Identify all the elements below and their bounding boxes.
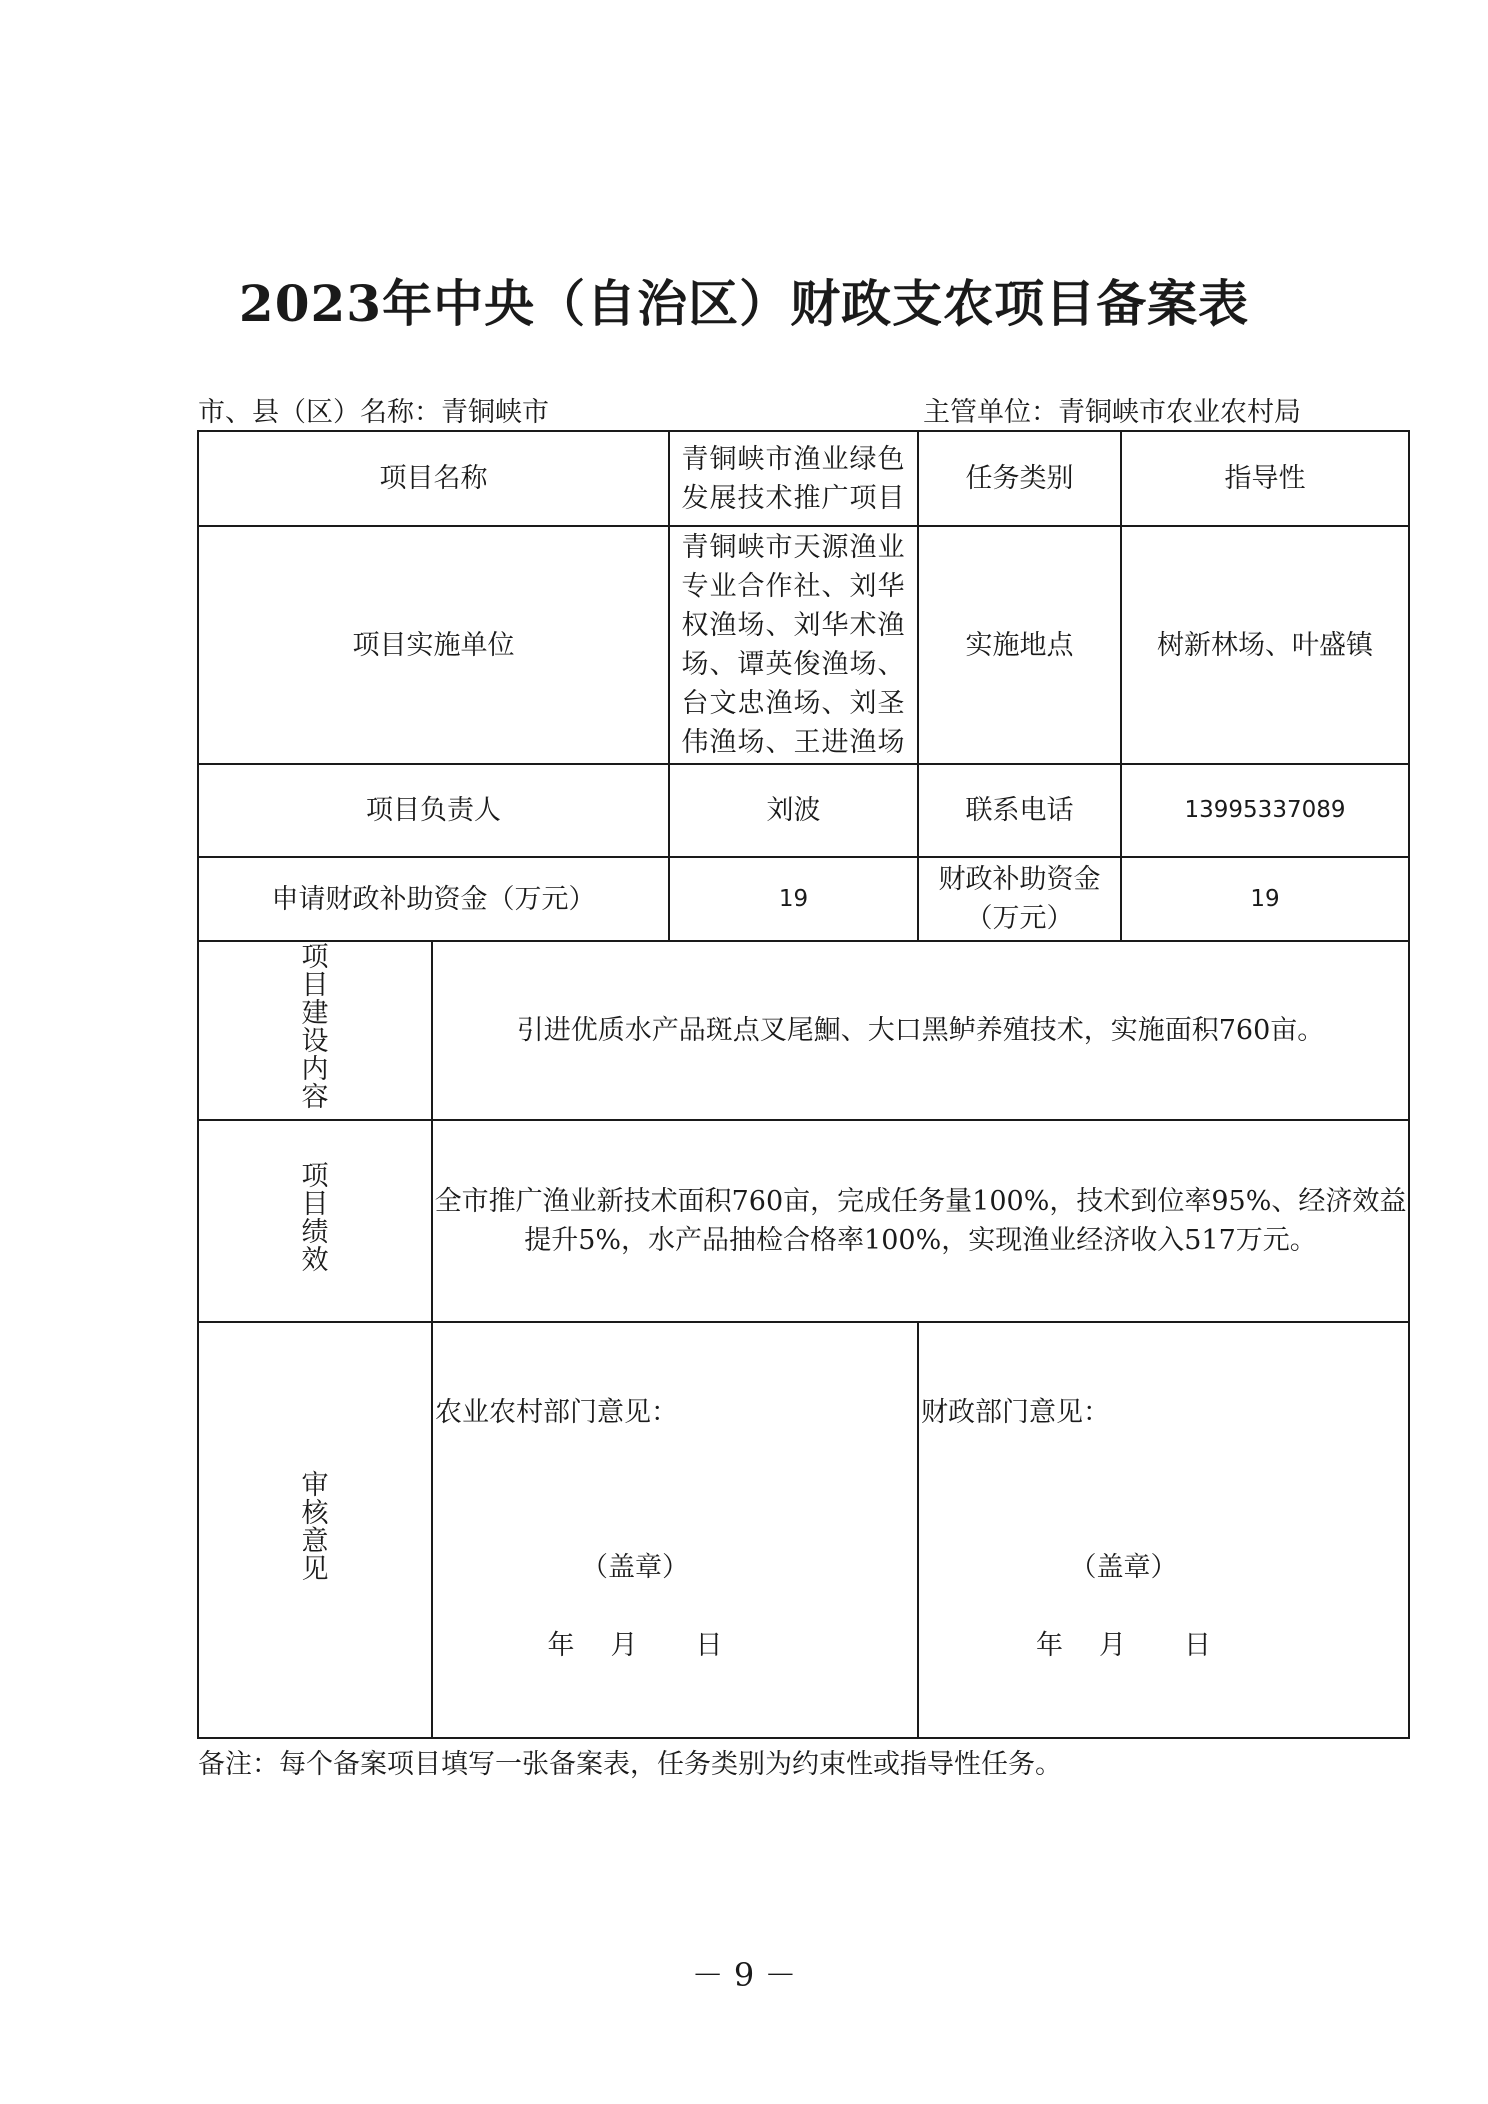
content-label-cell [198, 941, 432, 1120]
finance-opinion-label: 财政部门意见： [921, 1397, 1110, 1428]
task-type-value: 指导性 [1121, 431, 1409, 526]
leader-label: 项目负责人 [198, 764, 669, 857]
row-leader [198, 764, 1409, 857]
page-number: － 9 － [691, 1956, 797, 1994]
finance-date-month: 月 [1099, 1630, 1126, 1661]
row-implementer [198, 526, 1409, 764]
implementer-label: 项目实施单位 [198, 526, 669, 764]
agri-date [433, 1626, 917, 1665]
agri-date-month: 月 [610, 1630, 638, 1661]
filing-form-table [197, 430, 1410, 1739]
phone-value: 13995337089 [1121, 764, 1409, 857]
apply-funds-label: 申请财政补助资金（万元） [198, 857, 669, 941]
project-name-label: 项目名称 [198, 431, 669, 526]
authority-name: 主管单位：青铜峡市农业农村局 [923, 397, 1301, 428]
subsidy-label: 财政补助资金（万元） [918, 857, 1121, 941]
performance-label: 项目绩效 [301, 1160, 329, 1276]
finance-opinion-cell [918, 1322, 1409, 1738]
agri-date-day: 日 [695, 1630, 723, 1661]
finance-date-day: 日 [1184, 1630, 1211, 1661]
agri-date-year: 年 [547, 1630, 575, 1661]
review-label: 审核意见 [301, 1469, 329, 1585]
content-label: 项目建设内容 [301, 942, 329, 1113]
agri-opinion-label: 农业农村部门意见： [435, 1397, 678, 1428]
agri-seal: （盖章） [581, 1552, 689, 1583]
agri-opinion-cell [432, 1322, 918, 1738]
apply-funds-value: 19 [669, 857, 918, 941]
location-label: 实施地点 [918, 526, 1121, 764]
row-project-name [198, 431, 1409, 526]
phone-label: 联系电话 [918, 764, 1121, 857]
form-title: 2023年中央（自治区）财政支农项目备案表 [238, 274, 1250, 333]
project-name-value: 青铜峡市渔业绿色发展技术推广项目 [669, 431, 918, 526]
finance-seal: （盖章） [1069, 1552, 1178, 1583]
content-value: 引进优质水产品斑点叉尾鮰、大口黑鲈养殖技术，实施面积760亩。 [432, 941, 1409, 1120]
performance-value: 全市推广渔业新技术面积760亩，完成任务量100%，技术到位率95%、经济效益提升5%，水产品抽检合格率100%，实现渔业经济收入517万元。 [432, 1120, 1409, 1322]
location-value: 树新林场、叶盛镇 [1121, 526, 1409, 764]
region-name: 市、县（区）名称：青铜峡市 [198, 397, 549, 428]
performance-label-cell [198, 1120, 432, 1322]
row-performance [198, 1120, 1409, 1322]
row-review [198, 1322, 1409, 1738]
row-content [198, 941, 1409, 1120]
task-type-label: 任务类别 [918, 431, 1121, 526]
review-label-cell [198, 1322, 432, 1738]
finance-date-year: 年 [1036, 1630, 1063, 1661]
leader-value: 刘波 [669, 764, 918, 857]
implementer-value: 青铜峡市天源渔业专业合作社、刘华权渔场、刘华术渔场、谭英俊渔场、台文忠渔场、刘圣伟渔场、王进渔场 [669, 526, 918, 764]
row-funds [198, 857, 1409, 941]
footnote: 备注：每个备案项目填写一张备案表，任务类别为约束性或指导性任务。 [198, 1749, 1062, 1780]
finance-date [919, 1626, 1408, 1665]
subsidy-value: 19 [1121, 857, 1409, 941]
